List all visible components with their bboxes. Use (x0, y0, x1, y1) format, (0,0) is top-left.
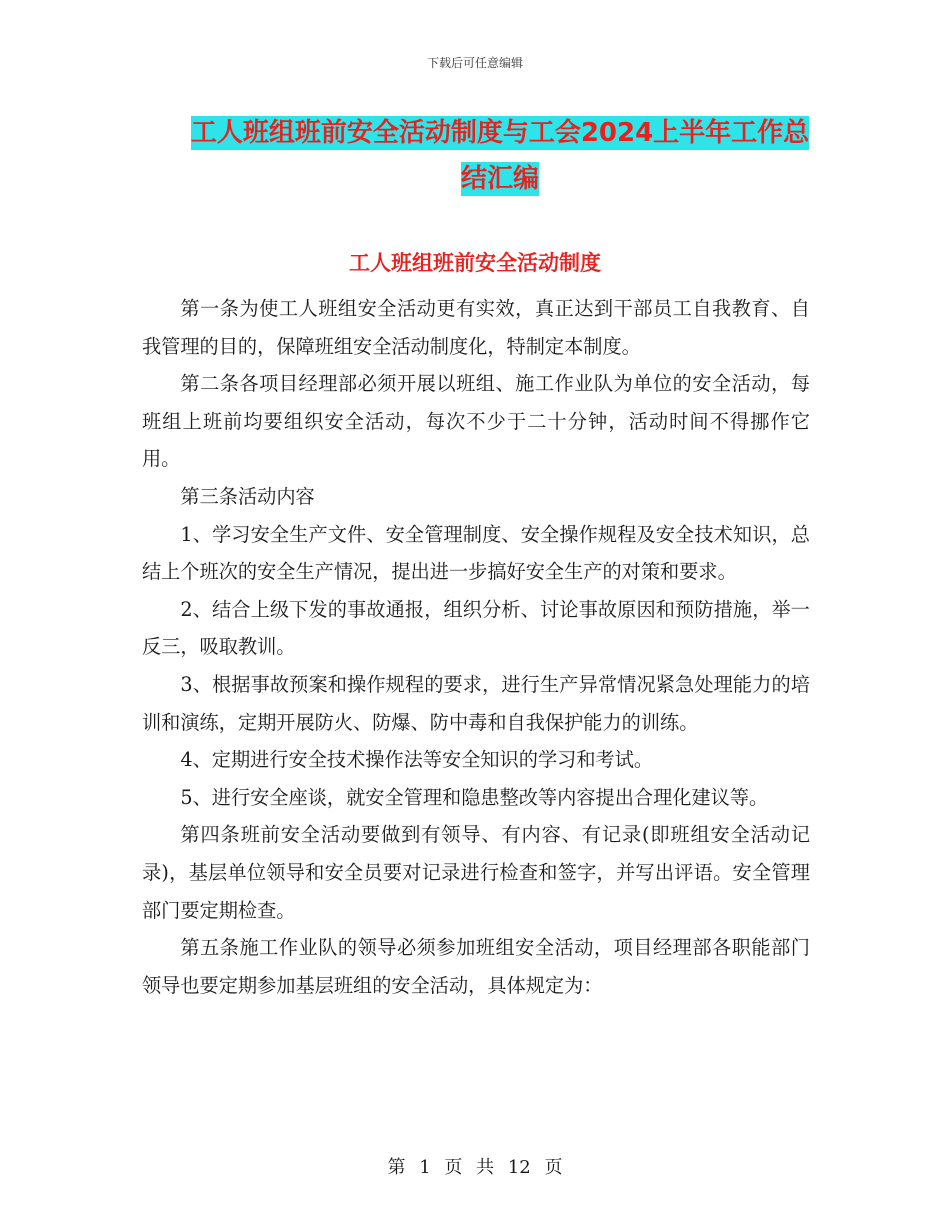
paragraph: 4、定期进行安全技术操作法等安全知识的学习和考试。 (180, 748, 654, 772)
paragraph: 第二条各项目经理部必须开展以班组、施工作业队为单位的安全活动，每班组上班前均要组织安全活动，每次不少于二十分钟，活动时间不得挪作它用。 (142, 372, 810, 471)
paragraph: 第五条施工作业队的领导必须参加班组安全活动，项目经理部各职能部门领导也要定期参加基层班组的安全活动，具体规定为： (142, 936, 810, 997)
header-note: 下载后可任意编辑 (426, 56, 523, 70)
paragraph: 1、学习安全生产文件、安全管理制度、安全操作规程及安全技术知识，总结上个班次的安全生产情况，提出进一步搞好安全生产的对策和要求。 (142, 522, 810, 584)
section-title: 工人班组班前安全活动制度 (349, 251, 601, 275)
document-title-line-1: 工人班组班前安全活动制度与工会2024上半年工作总 (190, 118, 810, 148)
paragraph: 第四条班前安全活动要做到有领导、有内容、有记录(即班组安全活动记录)，基层单位领导和安全员要对记录进行检查和签字，并写出评语。安全管理部门要定期检查。 (142, 823, 810, 922)
paragraph: 第一条为使工人班组安全活动更有实效，真正达到干部员工自我教育、自我管理的目的，保障班组安全活动制度化，特制定本制度。 (142, 297, 810, 358)
body-text (142, 290, 810, 1004)
paragraph: 2、结合上级下发的事故通报，组织分析、讨论事故原因和预防措施，举一反三，吸取教训。 (142, 597, 810, 659)
document-title-line-2: 结汇编 (460, 164, 539, 194)
paragraph: 5、进行安全座谈，就安全管理和隐患整改等内容提出合理化建议等。 (180, 785, 769, 809)
paragraph: 第三条活动内容 (180, 484, 315, 508)
document-title (130, 110, 870, 202)
paragraph: 3、根据事故预案和操作规程的要求，进行生产异常情况紧急处理能力的培训和演练，定期开展防火、防爆、防中毒和自我保护能力的训练。 (142, 672, 810, 734)
page-footer: 第 1 页 共 12 页 (387, 1157, 563, 1178)
